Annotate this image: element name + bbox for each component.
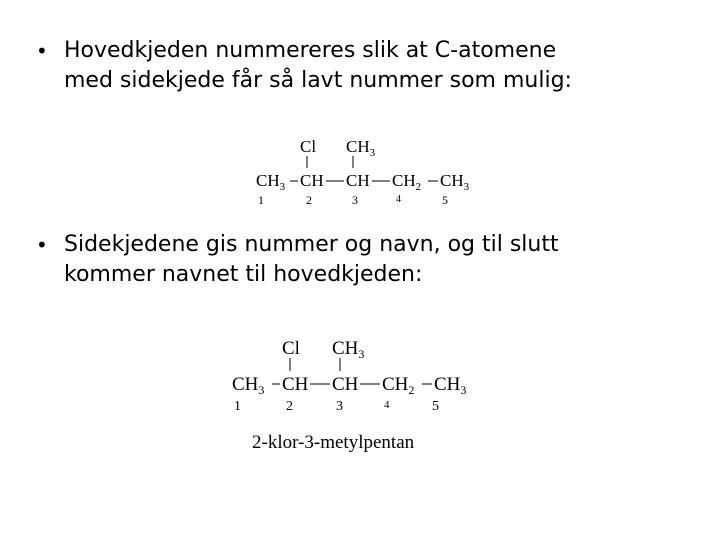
cl-label: Cl (300, 137, 317, 156)
ch2-label: CH (392, 171, 416, 190)
svg-text:CH3: $CH_3$ (332, 338, 365, 361)
svg-text:CH3: $CH_3$ (346, 137, 376, 159)
ch2-label: CH (382, 374, 409, 395)
bullet-1 (36, 36, 676, 96)
carbon-number: 5 (432, 399, 439, 414)
cl-label: Cl (282, 338, 300, 359)
carbon-number: 1 (234, 399, 241, 414)
bullet-1-line-2: med sidekjede får så lavt nummer som mulig: (64, 68, 572, 93)
carbon-number: 3 (336, 399, 343, 414)
svg-text:CH3: $CH_3$ (256, 171, 286, 193)
svg-text:CH3: $CH_3$ (232, 374, 265, 397)
bullet-2-line-1: Sidekjedene gis nummer og navn, og til slutt (64, 232, 559, 257)
svg-text:CH2: $CH_2$ (382, 374, 415, 397)
structural-formula-2 (230, 334, 480, 422)
formula-svg-2 (230, 334, 480, 418)
ch3-left-label: CH (232, 374, 259, 395)
carbon-number: 4 (396, 194, 401, 205)
svg-text:CH3: $CH_3$ (434, 374, 467, 397)
carbon-number: 3 (352, 193, 358, 207)
bullet-marker: • (36, 39, 48, 63)
ch-label: CH (346, 171, 370, 190)
carbon-number: 5 (442, 193, 448, 207)
carbon-number: 4 (384, 399, 390, 411)
structural-formula-1 (252, 134, 482, 218)
ch3-top-label: CH (332, 338, 359, 359)
carbon-number: 2 (286, 399, 293, 414)
bullet-1-line-1: Hovedkjeden nummereres slik at C-atomene (64, 38, 557, 63)
ch-label: CH (332, 374, 359, 395)
carbon-number: 2 (306, 193, 312, 207)
bullet-marker: • (36, 233, 48, 257)
ch3-top-label: CH (346, 137, 370, 156)
ch-label: CH (300, 171, 324, 190)
ch-label: CH (282, 374, 309, 395)
ch3-left-label: CH (256, 171, 280, 190)
ch3-right-label: CH (440, 171, 464, 190)
formula-svg-1 (252, 134, 482, 214)
ch3-right-label: CH (434, 374, 461, 395)
compound-name: 2-klor-3-metylpentan (252, 432, 415, 453)
bullet-2-line-2: kommer navnet til hovedkjeden: (64, 262, 423, 287)
svg-text:CH3: $CH_3$ (440, 171, 470, 193)
svg-text:CH2: $CH_2$ (392, 171, 422, 193)
bullet-2 (36, 230, 676, 290)
carbon-number: 1 (258, 193, 264, 207)
